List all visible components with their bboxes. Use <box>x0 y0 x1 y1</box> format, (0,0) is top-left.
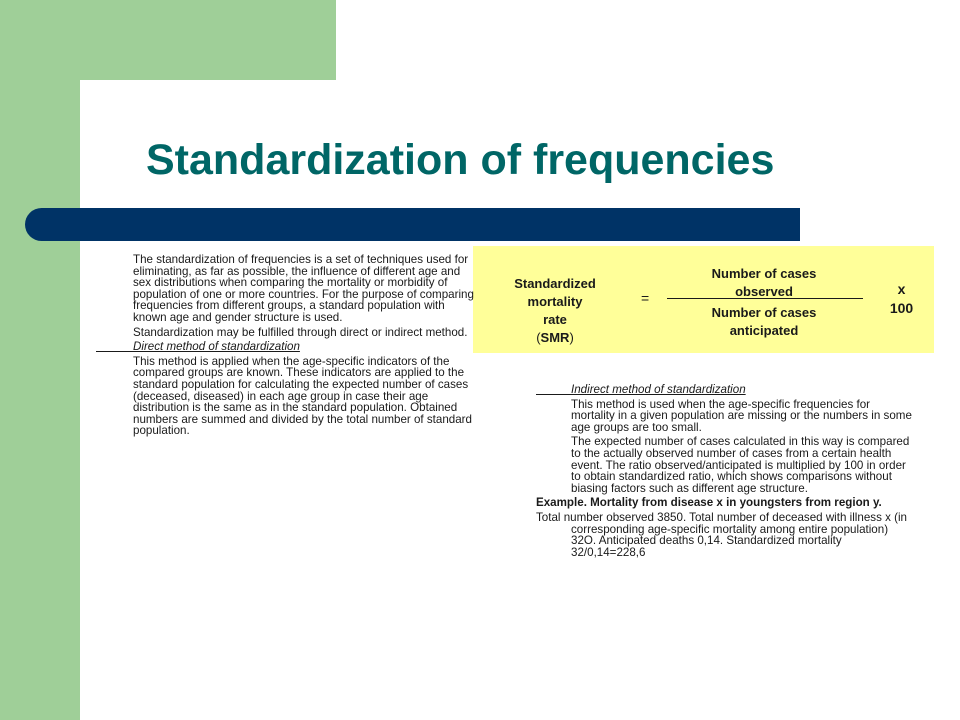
right-text-column <box>536 384 914 561</box>
indirect-method-heading-text: Indirect method of standardization <box>571 383 746 396</box>
formula-numerator-line: observed <box>735 284 793 299</box>
example-data-paragraph: Total number observed 3850. Total number of deceased with illness x (in corresponding age-specific mortality among entire population) 32O. Anticipated deaths 0,14. Standardized mortality 32/0,14=228,6 <box>536 510 907 559</box>
formula-equals-sign: = <box>641 290 650 306</box>
heading-lead-line <box>96 351 133 352</box>
smr-formula-box <box>473 246 934 353</box>
title-underline-bar <box>25 208 800 241</box>
example-paragraph: Example. Mortality from disease x in youngsters from region y. <box>536 496 882 510</box>
direct-method-paragraph: This method is applied when the age-specific indicators of the compared groups are known. These indicators are applied to the standard population for calculating the expected number of cases (deceased, diseased) in each age group in case their age distribution is the same as in the standard population. Obtained numbers are summed and divided by the total number of standard population. <box>133 354 472 438</box>
formula-lhs-abbr: (SMR) <box>536 330 574 345</box>
formula-numerator-line: Number of cases <box>711 266 817 281</box>
decorative-side-band <box>0 0 80 720</box>
left-text-column <box>96 254 478 440</box>
formula-numerator <box>669 265 859 301</box>
formula-lhs-line: mortality <box>527 294 583 309</box>
formula-multiplier-value: 100 <box>889 300 914 316</box>
formula-denominator <box>669 304 859 340</box>
fraction-bar <box>667 298 863 299</box>
formula-denominator-line: anticipated <box>729 323 799 338</box>
intro-paragraph: The standardization of frequencies is a set of techniques used for eliminating, as far as possible, the influence of different age and sex distributions when comparing the mortality or morbidity of population of one or more countries. For the purpose of comparing frequencies from different groups, a standard population with known age and gender structure is used. <box>133 253 474 324</box>
slide-title: Standardization of frequencies <box>146 136 775 184</box>
formula-multiplier-symbol: x <box>897 281 906 297</box>
direct-method-heading-text: Direct method of standardization <box>133 340 300 354</box>
direct-method-heading <box>96 341 478 353</box>
formula-lhs <box>473 275 637 347</box>
decorative-top-band <box>80 0 336 80</box>
method-paragraph: Standardization may be fulfilled through direct or indirect method. <box>133 325 468 339</box>
formula-lhs-line: rate <box>543 312 567 327</box>
indirect-method-heading <box>536 384 914 396</box>
formula-denominator-line: Number of cases <box>711 305 817 320</box>
formula-lhs-line: Standardized <box>514 276 596 291</box>
formula-multiplier <box>879 280 924 318</box>
heading-lead-line <box>536 394 571 395</box>
expected-cases-paragraph: The expected number of cases calculated in this way is compared to the actually observed number of cases from a certain health event. The ratio observed/anticipated is multiplied by 100 in order to obtain standardized ratio, which shows comparisons without biasing factors such as different age structure. <box>571 435 910 495</box>
indirect-method-paragraph: This method is used when the age-specific frequencies for mortality in a given population are missing or the numbers in some age groups are too small. <box>571 397 912 434</box>
